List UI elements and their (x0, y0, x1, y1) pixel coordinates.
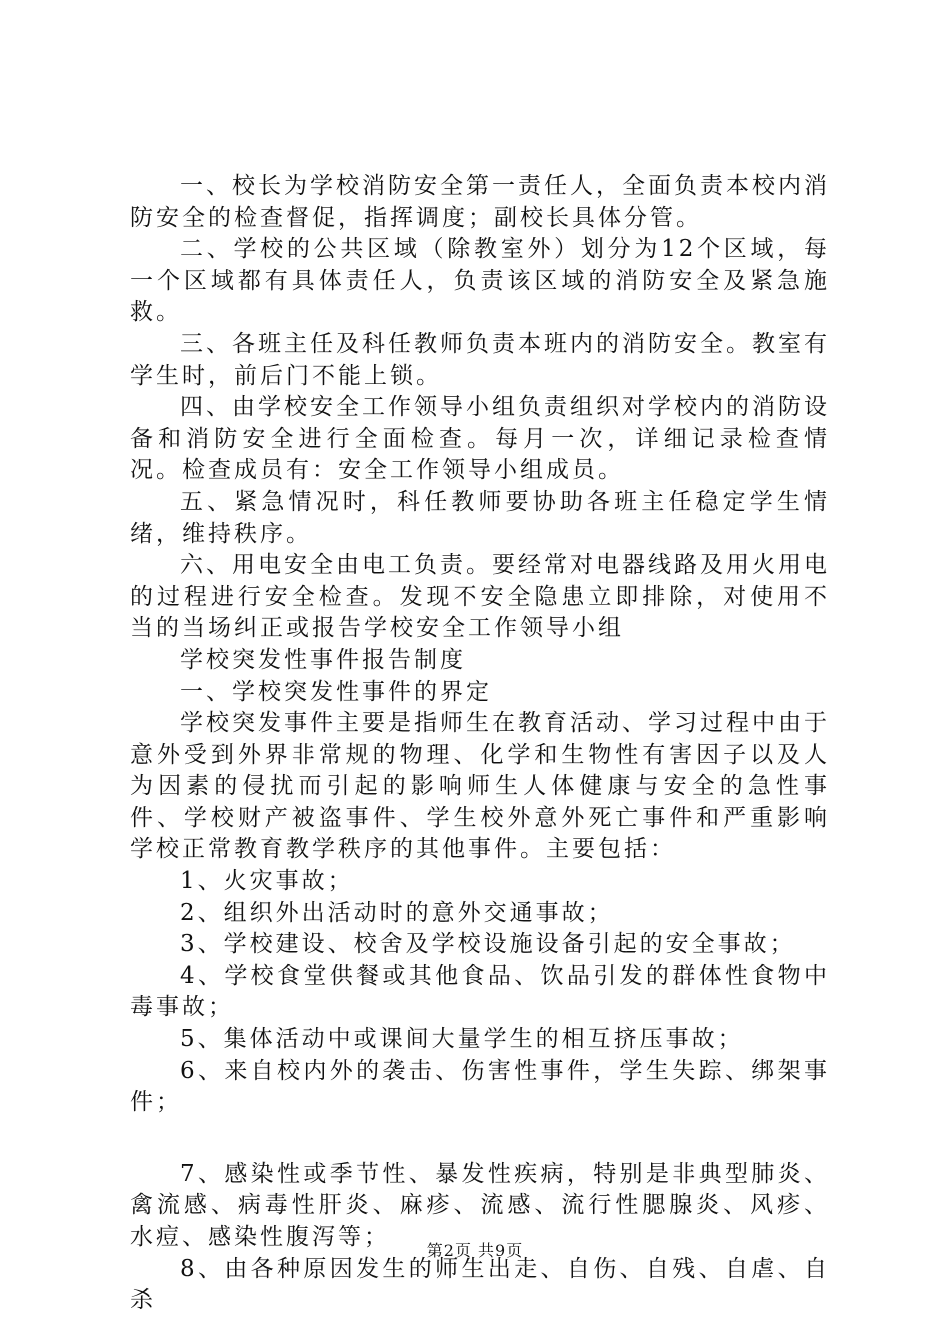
blank-line (130, 1119, 830, 1159)
document-body (130, 171, 830, 1317)
page-number: 第2页 共9页 (426, 1241, 524, 1260)
paragraph: 六、用电安全由电工负责。要经常对电器线路及用火用电的过程进行安全检查。发现不安全隐患立即排除，对使用不当的当场纠正或报告学校安全工作领导小组 (130, 552, 830, 642)
section-heading: 一、学校突发性事件的界定 (180, 678, 492, 705)
list-item: 3、学校建设、校舍及学校设施设备引起的安全事故； (180, 931, 796, 958)
list-item: 7、感染性或季节性、暴发性疾病，特别是非典型肺炎、禽流感、病毒性肝炎、麻疹、流感、流行性腮腺炎、风疹、水痘、感染性腹泻等； (130, 1160, 830, 1250)
paragraph: 五、紧急情况时，科任教师要协助各班主任稳定学生情绪，维持秩序。 (130, 488, 830, 547)
section-title: 学校突发性事件报告制度 (180, 646, 466, 673)
paragraph: 四、由学校安全工作领导小组负责组织对学校内的消防设备和消防安全进行全面检查。每月一次，详细记录检查情况。检查成员有：安全工作领导小组成员。 (130, 394, 830, 484)
list-item: 6、来自校内外的袭击、伤害性事件，学生失踪、绑架事件； (130, 1057, 830, 1116)
paragraph: 二、学校的公共区域（除教室外）划分为12个区域，每一个区域都有具体责任人，负责该区域的消防安全及紧急施救。 (130, 236, 830, 326)
list-item: 8、由各种原因发生的师生出走、自伤、自残、自虐、自杀 (130, 1255, 830, 1314)
list-item: 2、组织外出活动时的意外交通事故； (180, 899, 614, 926)
paragraph: 学校突发事件主要是指师生在教育活动、学习过程中由于意外受到外界非常规的物理、化学和生物性有害因子以及人为因素的侵扰而引起的影响师生人体健康与安全的急性事件、学校财产被盗事件、学生校外意外死亡事件和严重影响学校正常教育教学秩序的其他事件。主要包括： (130, 710, 830, 863)
list-item: 5、集体活动中或课间大量学生的相互挤压事故； (180, 1026, 744, 1053)
list-item: 1、火灾事故； (180, 868, 354, 895)
paragraph: 三、各班主任及科任教师负责本班内的消防安全。教室有学生时，前后门不能上锁。 (130, 330, 830, 389)
list-item: 4、学校食堂供餐或其他食品、饮品引发的群体性食物中毒事故； (130, 962, 830, 1021)
paragraph: 一、校长为学校消防安全第一责任人，全面负责本校内消防安全的检查督促，指挥调度；副校长具体分管。 (130, 173, 830, 231)
